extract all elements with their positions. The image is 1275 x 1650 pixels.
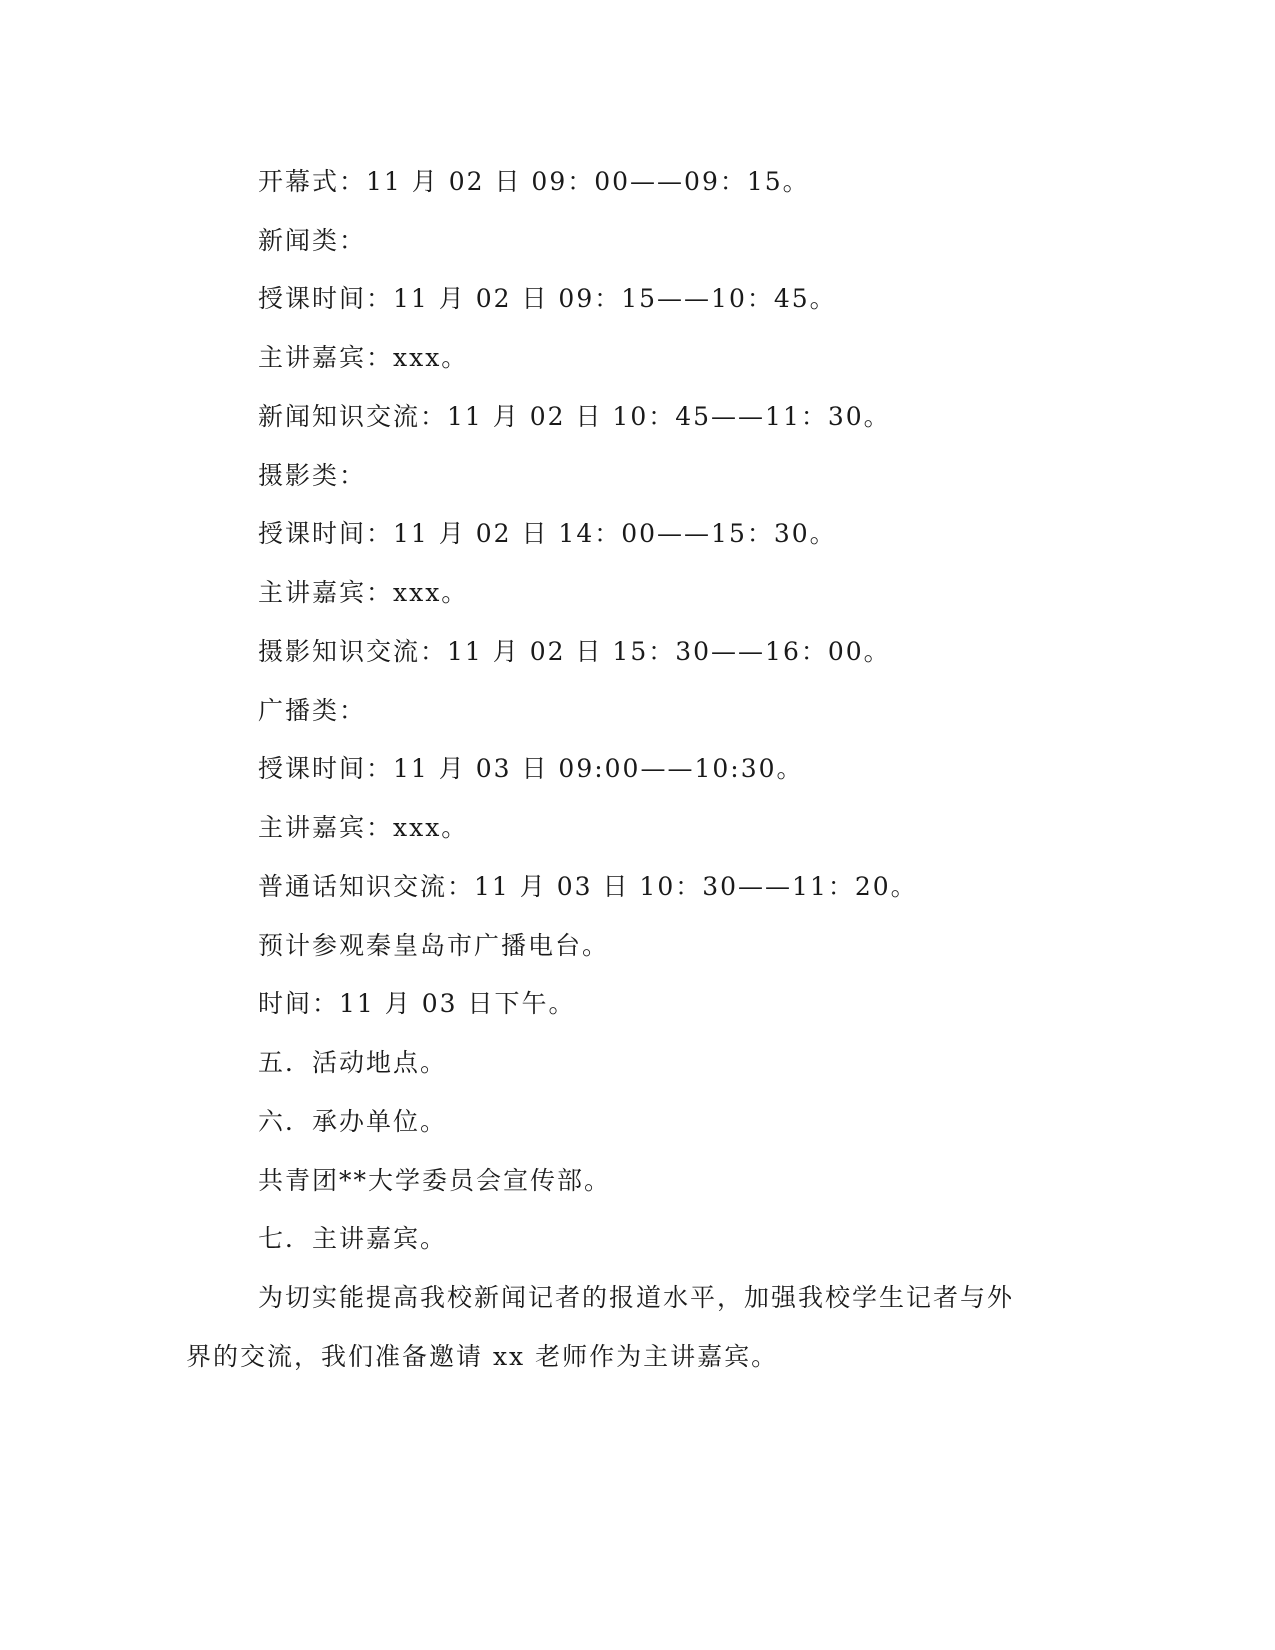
text-line: 共青团**大学委员会宣传部。: [258, 1166, 612, 1195]
text-line: 七．主讲嘉宾。: [258, 1224, 448, 1253]
paragraph-line-2: 界的交流，我们准备邀请 xx 老师作为主讲嘉宾。: [186, 1342, 779, 1371]
text-line: 广播类：: [258, 696, 367, 725]
text-line: 授课时间：11 月 02 日 14：00——15：30。: [258, 519, 837, 548]
text-line: 开幕式：11 月 02 日 09：00——09：15。: [258, 167, 810, 196]
text-line: 普通话知识交流：11 月 03 日 10：30——11：20。: [258, 872, 918, 901]
text-line: 新闻类：: [258, 226, 367, 255]
text-line: 五．活动地点。: [258, 1048, 448, 1077]
text-line: 授课时间：11 月 02 日 09：15——10：45。: [258, 284, 837, 313]
text-line: 摄影知识交流：11 月 02 日 15：30——16：00。: [258, 637, 891, 666]
text-line: 时间：11 月 03 日下午。: [258, 989, 576, 1018]
text-line: 授课时间：11 月 03 日 09:00——10:30。: [258, 754, 804, 783]
text-line: 摄影类：: [258, 461, 367, 490]
text-line: 预计参观秦皇岛市广播电台。: [258, 931, 610, 960]
paragraph-line-1: 为切实能提高我校新闻记者的报道水平，加强我校学生记者与外: [258, 1283, 1015, 1312]
text-line: 主讲嘉宾：xxx。: [258, 813, 469, 842]
text-line: 主讲嘉宾：xxx。: [258, 343, 469, 372]
text-line: 主讲嘉宾：xxx。: [258, 578, 469, 607]
text-line: 新闻知识交流：11 月 02 日 10：45——11：30。: [258, 402, 891, 431]
text-line: 六．承办单位。: [258, 1107, 448, 1136]
